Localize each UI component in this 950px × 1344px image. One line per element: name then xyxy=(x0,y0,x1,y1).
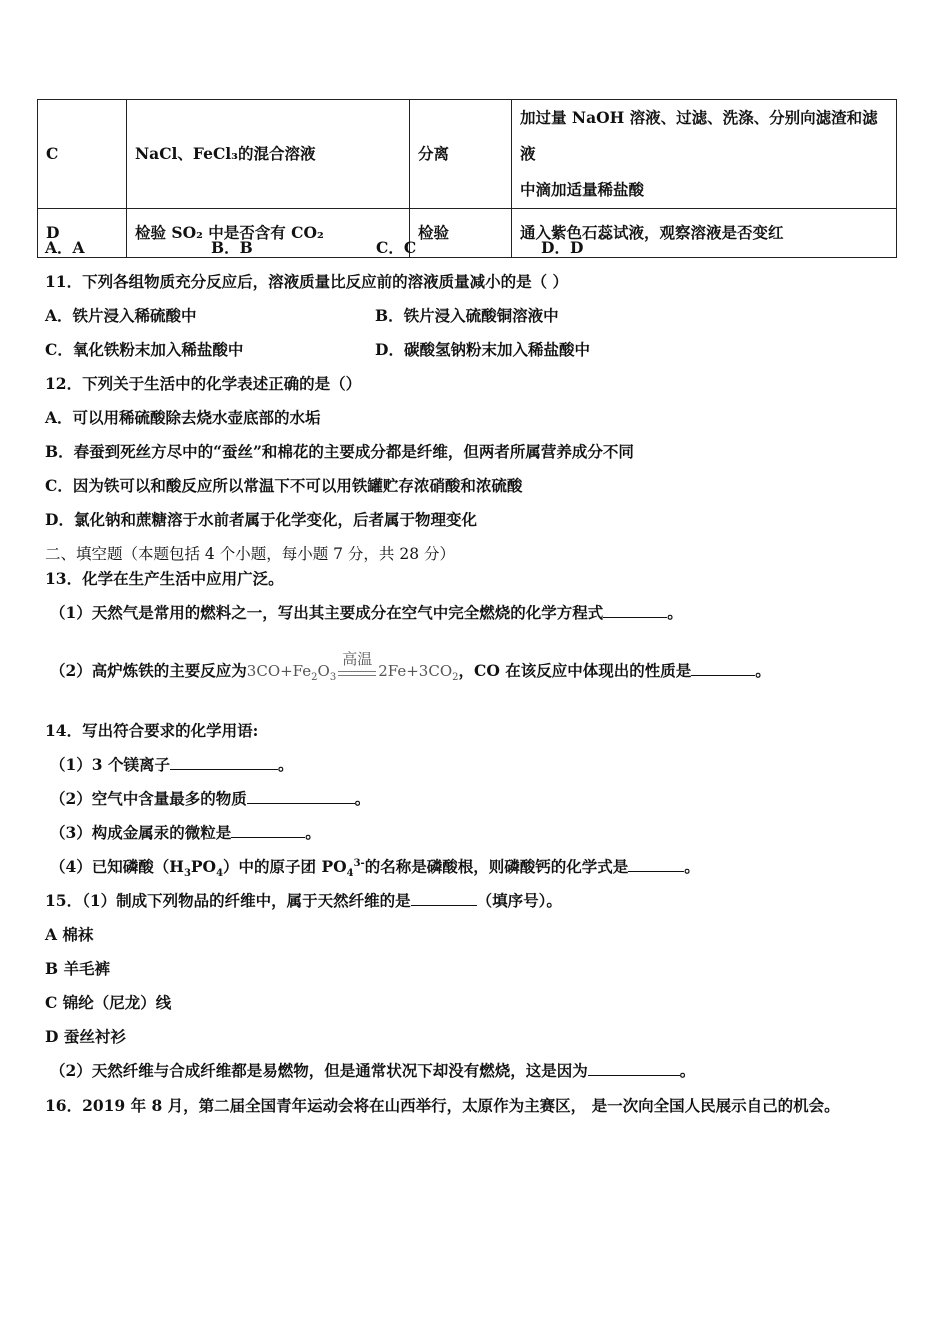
q15-option-d: D 蚕丝衬衫 xyxy=(45,1027,126,1046)
q12-stem: 12．下列关于生活中的化学表述正确的是（） xyxy=(45,374,362,393)
q13-part2-post: ，CO 在该反应中体现出的性质是 xyxy=(458,661,692,680)
q14-part2: （2）空气中含量最多的物质 。 xyxy=(50,789,371,808)
q15-option-b: B 羊毛裤 xyxy=(45,959,110,978)
answer-blank[interactable] xyxy=(247,789,355,804)
method-line: 中滴加适量稀盐酸 xyxy=(520,180,645,199)
q12-option-b: B．春蚕到死丝方尽中的“蚕丝”和棉花的主要成分都是纤维，但两者所属营养成分不同 xyxy=(45,442,634,461)
choice-a: A．A xyxy=(45,238,85,257)
table-row xyxy=(38,209,897,258)
q13-part2-text: （2）高炉炼铁的主要反应为 xyxy=(50,661,247,680)
q13-part2: （2）高炉炼铁的主要反应为$3CO+Fe_2O_3$ 高温 $2Fe+3CO_2$，CO 在该反应中体现出的性质是 。 xyxy=(50,650,771,683)
row-material: 检验 SO₂ 中是否含有 CO₂ xyxy=(127,209,410,258)
options-table xyxy=(37,99,897,258)
row-purpose: 分离 xyxy=(410,100,512,209)
answer-blank[interactable] xyxy=(231,823,305,838)
q13-stem: 13．化学在生产生活中应用广泛。 xyxy=(45,569,284,588)
q14-stem: 14．写出符合要求的化学用语: xyxy=(45,721,259,740)
row-method xyxy=(512,100,897,209)
row-label: D xyxy=(38,209,127,258)
q12-option-d: D．氯化钠和蔗糖溶于水前者属于化学变化，后者属于物理变化 xyxy=(45,510,477,529)
answer-blank[interactable] xyxy=(603,603,667,618)
q11-stem: 11．下列各组物质充分反应后，溶液质量比反应前的溶液质量减小的是（ ） xyxy=(45,272,568,291)
q12-option-c: C．因为铁可以和酸反应所以常温下不可以用铁罐贮存浓硝酸和浓硫酸 xyxy=(45,476,523,495)
q15-option-a: A 棉袜 xyxy=(45,925,94,944)
answer-blank[interactable] xyxy=(411,891,477,906)
answer-blank[interactable] xyxy=(588,1061,680,1076)
choice-d: D．D xyxy=(541,238,584,257)
q15-part2: （2）天然纤维与合成纤维都是易燃物，但是通常状况下却没有燃烧，这是因为 。 xyxy=(50,1061,696,1080)
row-label: C xyxy=(38,100,127,209)
section-heading: 二、填空题（本题包括 4 个小题，每小题 7 分，共 28 分） xyxy=(45,545,456,563)
table-row xyxy=(38,100,897,209)
q11-option-a: A．铁片浸入稀硫酸中 xyxy=(45,306,197,325)
answer-blank[interactable] xyxy=(691,661,755,676)
q11-option-d: D．碳酸氢钠粉末加入稀盐酸中 xyxy=(375,340,590,359)
q14-part3: （3）构成金属汞的微粒是 。 xyxy=(50,823,321,842)
answer-blank[interactable] xyxy=(628,857,684,872)
row-purpose: 检验 xyxy=(410,209,512,258)
choice-c: C．C xyxy=(376,238,417,257)
method-line: 通入紫色石蕊试液，观察溶液是否变红 xyxy=(520,223,784,242)
reaction-condition: 高温 xyxy=(338,670,376,676)
answer-blank[interactable] xyxy=(170,755,278,770)
method-line: 加过量 NaOH 溶液、过滤、洗涤、分别向滤渣和滤液 xyxy=(520,108,878,163)
q12-option-a: A．可以用稀硫酸除去烧水壶底部的水垢 xyxy=(45,408,321,427)
q14-part4: （4）已知磷酸$(H_3PO_4)$中的原子团 $PO_4^{3-}$的名称是磷酸根，则磷酸钙的化学式是 。 xyxy=(50,857,700,880)
q15-option-c: C 锦纶（尼龙）线 xyxy=(45,993,172,1012)
q11-option-b: B．铁片浸入硫酸铜溶液中 xyxy=(375,306,559,325)
row-material: NaCl、FeCl₃的混合溶液 xyxy=(127,100,410,209)
q15-stem: 15．（1）制成下列物品的纤维中，属于天然纤维的是 （填序号）。 xyxy=(45,891,562,910)
q11-option-c: C．氧化铁粉末加入稀盐酸中 xyxy=(45,340,244,359)
q14-part1: （1）3 个镁离子 。 xyxy=(50,755,294,774)
q16-stem: 16．2019 年 8 月，第二届全国青年运动会将在山西举行，太原作为主赛区， 是一次向全国人民展示自己的机会。 xyxy=(45,1096,840,1115)
q13-part1-text: （1）天然气是常用的燃料之一，写出其主要成分在空气中完全燃烧的化学方程式 xyxy=(50,603,604,622)
q13-part1: （1）天然气是常用的燃料之一，写出其主要成分在空气中完全燃烧的化学方程式 。 xyxy=(50,603,683,622)
reaction-equation: $3CO+Fe_2O_3$ 高温 $2Fe+3CO_2$ xyxy=(246,650,459,683)
choice-b: B．B xyxy=(211,238,253,257)
